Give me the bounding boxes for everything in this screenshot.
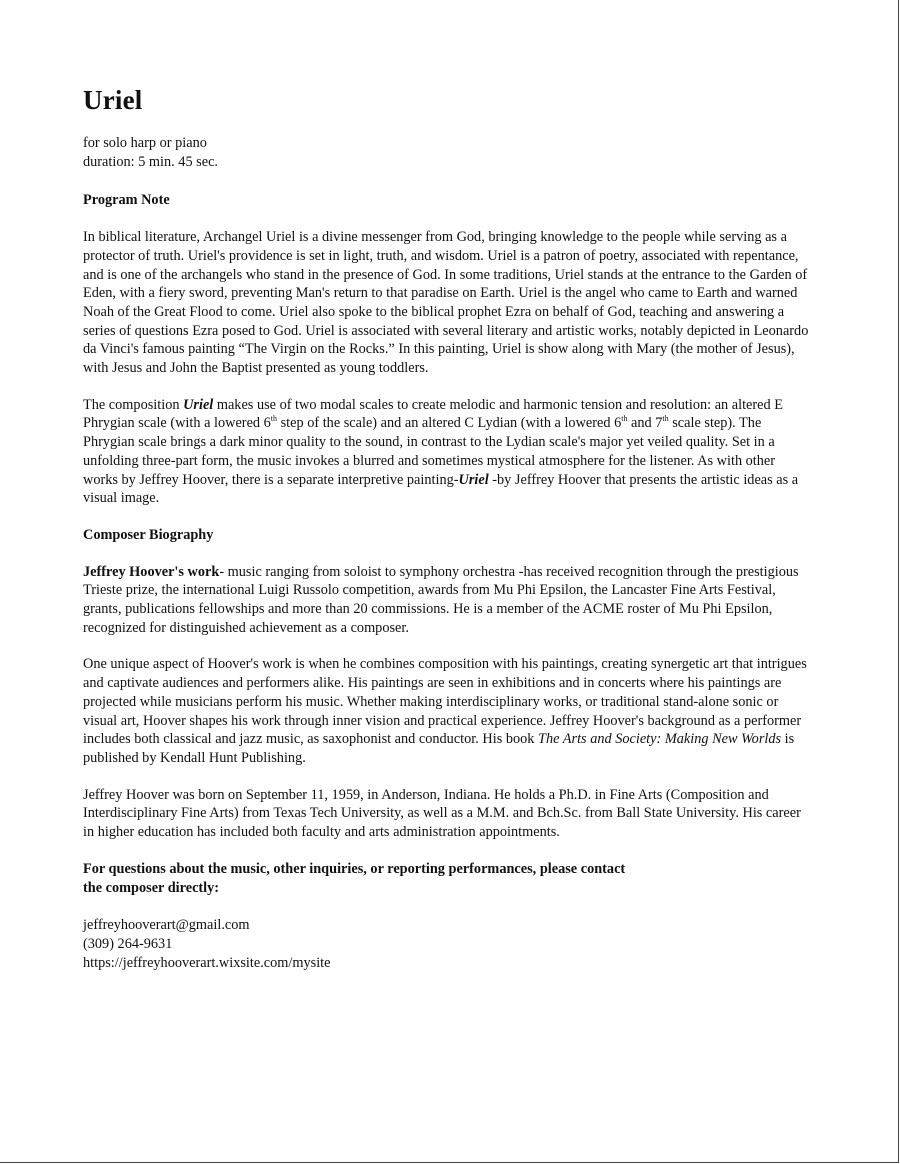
instrumentation: for solo harp or piano bbox=[83, 135, 207, 151]
program-note-paragraph-1: In biblical literature, Archangel Uriel is a divine messenger from God, bringing knowledge to the people while serving as a protector of truth. Uriel's providence is set in light, truth, and wisdom. Uriel is a patron of poetry, associated with repentance, and is one of the archangels who stand in the presence of God. In some traditions, Uriel stands at the entrance to the Garden of Eden, with a fiery sword, preventing Man's return to that paradise on Earth. Uriel is the angel who came to Earth and warned Noah of the Great Flood to come. Uriel also spoke to the biblical prophet Ezra on behalf of God, teaching and answering a series of questions Ezra posed to God. Uriel is associated with several literary and artistic works, notably depicted in Leonardo da Vinci's famous painting “The Virgin on the Rocks.” In this painting, Uriel is show along with Mary (the mother of Jesus), with Jesus and John the Baptist presented as young toddlers. bbox=[83, 229, 809, 377]
document-content bbox=[83, 84, 813, 972]
work-title-emphasis: Uriel bbox=[183, 396, 214, 413]
duration: duration: 5 min. 45 sec. bbox=[83, 153, 219, 170]
ordinal-superscript: th bbox=[270, 414, 278, 424]
book-title-italic: The Arts and Society: Making New Worlds bbox=[538, 731, 782, 748]
text-run: scale step). The Phrygian scale brings a dark minor quality to the sound, in contrast to the Lydian scale's major yet veiled quality. Set in a unfolding three-part form, the music invokes a blurred and sometimes mystical atmosphere for the listener. As with other works by Jeffrey Hoover, there is a separate interpretive painting- bbox=[83, 415, 776, 488]
contact-block bbox=[83, 916, 813, 972]
biography-lead-bold: Jeffrey Hoover's work bbox=[83, 563, 220, 580]
ordinal-superscript: th bbox=[662, 414, 669, 424]
text-run: The composition bbox=[83, 396, 184, 413]
text-run: makes use of two modal scales to create melodic and harmonic tension and resolution: an altered E Phrygian scale (with a lowered 6 bbox=[83, 396, 783, 432]
text-run: and 7 bbox=[627, 415, 663, 432]
contact-heading bbox=[83, 860, 813, 897]
biography-paragraph-1 bbox=[83, 563, 813, 638]
text-run: -by Jeffrey Hoover that presents the artistic ideas as a visual image. bbox=[83, 471, 799, 507]
program-note-paragraph-2 bbox=[83, 396, 813, 508]
work-title-emphasis: Uriel bbox=[458, 471, 489, 488]
text-run: step of the scale) and an altered C Lydian (with a lowered 6 bbox=[277, 415, 622, 432]
contact-heading-line-2: the composer directly: bbox=[83, 879, 220, 896]
contact-phone: (309) 264-9631 bbox=[83, 935, 173, 952]
text-run: is published by Kendall Hunt Publishing. bbox=[83, 731, 795, 766]
text-run: One unique aspect of Hoover's work is when he combines composition with his paintings, creating synergetic art that intrigues and captivate audiences and performers alike. His paintings are seen in exhibitions and in concerts where his paintings are projected while musicians perform his music. Whether making interdisciplinary works, or traditional stand-alone sonic or visual art, Hoover shapes his work through inner vision and practical experience. Jeffrey Hoover's background as a performer includes both classical and jazz music, as saxophonist and conductor. His book bbox=[83, 656, 807, 748]
biography-paragraph-2 bbox=[83, 655, 813, 767]
ordinal-superscript: th bbox=[621, 414, 628, 424]
program-note-heading: Program Note bbox=[83, 192, 170, 209]
biography-paragraph-3: Jeffrey Hoover was born on September 11, 1959, in Anderson, Indiana. He holds a Ph.D. in Fine Arts (Composition and Interdisciplinary Fine Arts) from Texas Tech University, as well as a M.M. and Bch.Sc. from Ball State University. His career in higher education has included both faculty and arts administration appointments. bbox=[83, 786, 801, 841]
contact-heading-line-1: For questions about the music, other inquiries, or reporting performances, please contact bbox=[83, 860, 626, 877]
work-meta bbox=[83, 134, 813, 171]
page-title: Uriel bbox=[83, 85, 143, 115]
contact-email: jeffreyhooverart@gmail.com bbox=[83, 917, 250, 934]
biography-heading: Composer Biography bbox=[83, 526, 214, 543]
text-run: - music ranging from soloist to symphony orchestra -has received recognition through the prestigious Trieste prize, the international Luigi Russolo competition, awards from Mu Phi Epsilon, the Lancaster Fine Arts Festival, grants, publications fellowships and more than 20 commissions. He is a member of the ACME roster of Mu Phi Epsilon, recognized for distinguished achievement as a composer. bbox=[83, 563, 799, 636]
contact-website: https://jeffreyhooverart.wixsite.com/mysite bbox=[83, 954, 331, 971]
